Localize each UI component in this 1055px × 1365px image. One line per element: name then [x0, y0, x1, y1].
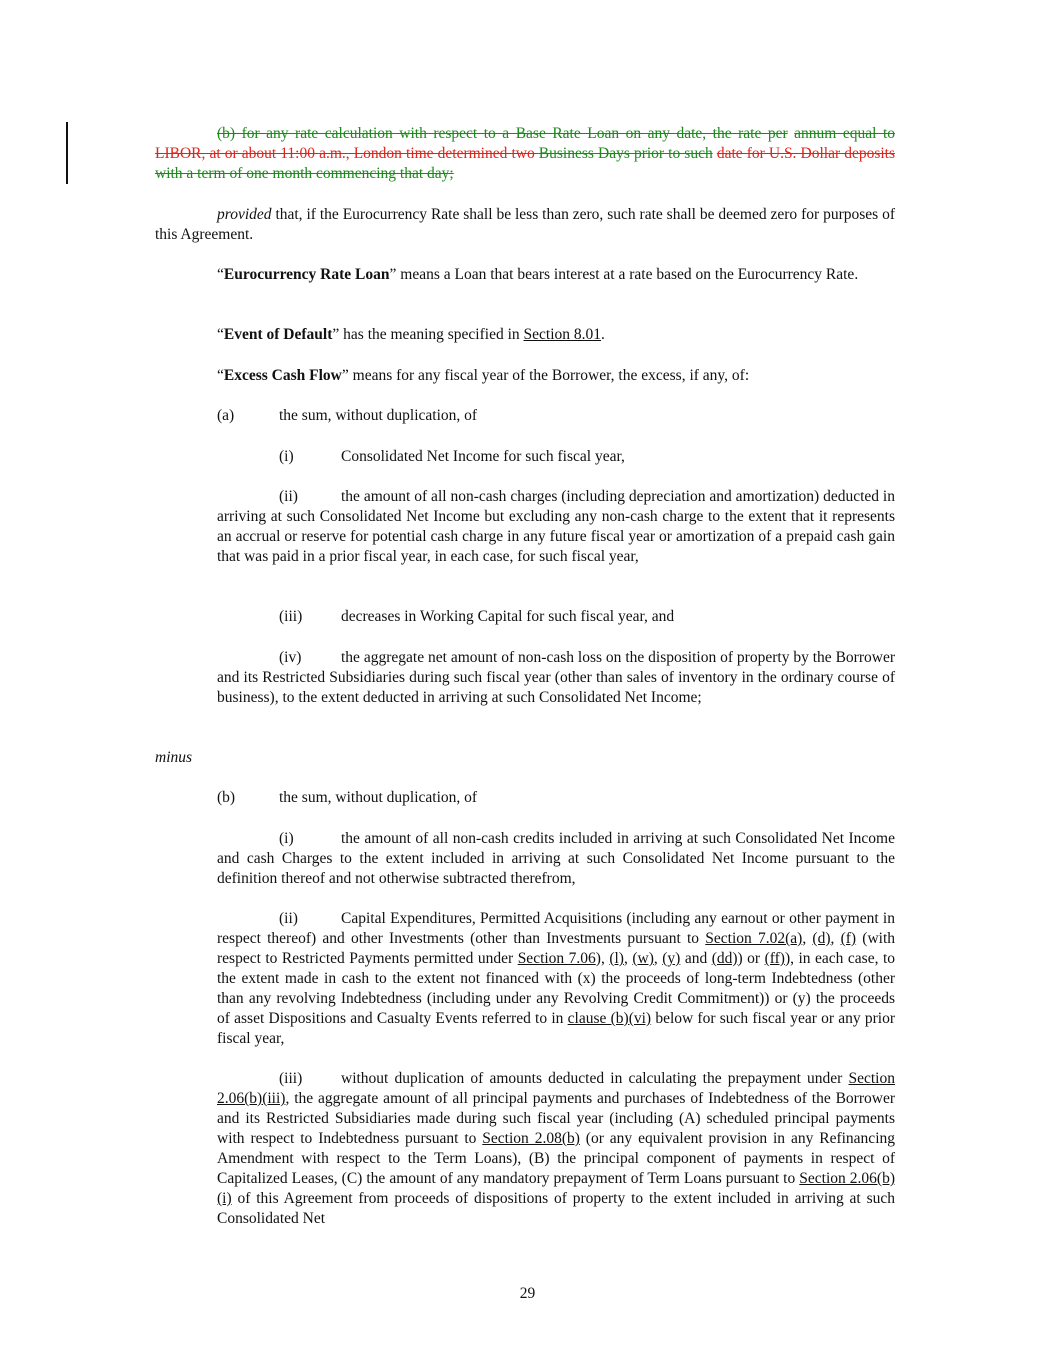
defined-term: Excess Cash Flow: [223, 367, 342, 384]
item-text: ,: [653, 950, 663, 967]
redline-green-3: Business Days prior to such: [538, 145, 713, 162]
period: .: [601, 326, 605, 343]
item-text: ,: [623, 950, 633, 967]
close-quote: ”: [389, 266, 397, 283]
defined-term: Eurocurrency Rate Loan: [223, 266, 390, 283]
page-number: 29: [519, 1285, 536, 1302]
item-label: (ii): [279, 488, 298, 505]
item-label: (iii): [279, 608, 303, 625]
redline-red-2: date for U.S. Dollar deposits: [716, 145, 896, 162]
item-text: ,: [802, 930, 813, 947]
section-reference[interactable]: (d): [812, 930, 831, 947]
close-quote: ”: [341, 367, 349, 384]
clause-b-item-iii: [217, 1069, 895, 1229]
clause-b-heading: [217, 788, 477, 808]
definition-excess-cash-flow: [155, 366, 895, 386]
clause-a-item-iv: [217, 648, 895, 708]
definition-text: means a Loan that bears interest at a rate based on the Eurocurrency Rate.: [396, 266, 859, 283]
clause-a-item-i: [279, 447, 625, 467]
definition-event-of-default: [155, 325, 895, 345]
clause-text: the sum, without duplication, of: [279, 407, 478, 424]
section-reference[interactable]: (y): [662, 950, 681, 967]
definition-eurocurrency-rate-loan: [155, 265, 895, 285]
clause-label: (b): [217, 789, 236, 806]
item-text: ), in each case, to the extent made in cash to the extent not financed with (x) the proceeds of long-term Indebtedness (other than any revolving Indebtedness (including under any Revolving Credit Commitment)) or (y) the proceeds of asset Dispositions and Casualty Events referred to in: [217, 950, 895, 1027]
definition-text: means for any fiscal year of the Borrower, the excess, if any, of:: [348, 367, 750, 384]
section-reference[interactable]: Section 7.02(a): [705, 930, 803, 947]
clause-a-item-ii: [217, 487, 895, 567]
item-text: and: [680, 950, 712, 967]
item-label: (iv): [279, 649, 302, 666]
redline-green-1: (b) for any rate calculation with respect to a Base Rate Loan on any date, the rate per: [217, 125, 788, 142]
section-reference[interactable]: (ff): [764, 950, 785, 967]
item-text: decreases in Working Capital for such fiscal year, and: [341, 608, 675, 625]
redline-green-4: with a term of one month commencing that day;: [155, 165, 454, 182]
item-label: (i): [279, 448, 294, 465]
item-text: , the aggregate amount of all principal payments and purchases of Indebtedness of the Borrower and its Restricted Subsidiaries made during such fiscal year (including (A) scheduled principal payments with respect to Indebtedness pursuant to: [217, 1090, 895, 1147]
section-reference[interactable]: Section 2.06(b)(i): [217, 1170, 895, 1207]
item-text: Capital Expenditures, Permitted Acquisitions (including any earnout or other payment in respect thereof) and other Investments (other than Investments pursuant to: [217, 910, 895, 947]
clause-label: (a): [217, 407, 235, 424]
section-reference[interactable]: (l): [609, 950, 624, 967]
section-reference[interactable]: Section 7.06: [517, 950, 596, 967]
clause-b-item-ii: [217, 909, 895, 1049]
clause-a-heading: [217, 406, 477, 426]
item-text: Consolidated Net Income for such fiscal year,: [341, 448, 625, 465]
clause-a-item-iii: [279, 607, 674, 627]
item-label: (ii): [279, 910, 298, 927]
clause-text: the sum, without duplication, of: [279, 789, 478, 806]
deleted-clause-b: [155, 124, 895, 184]
item-text: below for such fiscal year or any prior fiscal year,: [217, 1010, 895, 1047]
section-reference[interactable]: (f): [840, 930, 857, 947]
item-text: (with respect to Restricted Payments permitted under: [217, 930, 896, 967]
change-bar: [66, 122, 68, 184]
open-quote: “: [217, 326, 224, 343]
item-label: (iii): [279, 1070, 303, 1087]
item-text: the amount of all non-cash charges (including depreciation and amortization) deducted in arriving at such Consolidated Net Income but excluding any non-cash charge to the extent that it represents an accrual or reserve for potential cash charge in any future fiscal year or amortization of a prepaid cash gain that was paid in a prior fiscal year, in each case, for such fiscal year,: [217, 488, 895, 565]
item-label: (i): [279, 830, 294, 847]
minus-connector: [155, 748, 192, 768]
item-text: (or any equivalent provision in any Refinancing Amendment with respect to the Term Loans), (B) the principal component of payments in respect of Capitalized Leases, (C) the amount of any mandatory prepayment of Term Loans pursuant to: [217, 1130, 895, 1187]
definition-text: has the meaning specified in: [339, 326, 524, 343]
open-quote: “: [217, 367, 224, 384]
minus-word: minus: [155, 749, 193, 766]
clause-b-item-i: [217, 829, 895, 889]
item-text: of this Agreement from proceeds of dispositions of property to the extent included in arriving at such Consolidated Net: [217, 1190, 895, 1227]
section-reference[interactable]: Section 2.08(b): [482, 1130, 580, 1147]
section-reference[interactable]: clause (b)(vi): [567, 1010, 652, 1027]
item-text: without duplication of amounts deducted in calculating the prepayment under: [341, 1070, 849, 1087]
item-text: ) or: [737, 950, 765, 967]
item-text: the aggregate net amount of non-cash loss on the disposition of property by the Borrower and its Restricted Subsidiaries during such fiscal year (other than sales of inventory in the ordinary course of business), to the extent deducted in arriving at such Consolidated Net Income;: [217, 649, 895, 706]
proviso-italic: provided: [217, 206, 272, 223]
section-reference[interactable]: Section 8.01: [523, 326, 602, 343]
defined-term: Event of Default: [223, 326, 333, 343]
open-quote: “: [217, 266, 224, 283]
redline-green-2: annum equal to: [794, 125, 895, 142]
section-reference[interactable]: (w): [632, 950, 654, 967]
section-reference[interactable]: Section 2.06(b)(iii): [217, 1070, 895, 1107]
item-text: the amount of all non-cash credits included in arriving at such Consolidated Net Income and cash Charges to the extent included in arriving at such Consolidated Net Income pursuant to the definition thereof and not otherwise subtracted therefrom,: [217, 830, 895, 887]
redline-red-1: LIBOR, at or about 11:00 a.m., London time determined two: [155, 145, 539, 162]
item-text: ),: [595, 950, 610, 967]
proviso-text: that, if the Eurocurrency Rate shall be less than zero, such rate shall be deemed zero for purposes of this Agreement.: [155, 206, 895, 243]
close-quote: ”: [332, 326, 340, 343]
proviso-paragraph: [155, 205, 895, 245]
item-text: ,: [830, 930, 841, 947]
section-reference[interactable]: (dd): [711, 950, 738, 967]
